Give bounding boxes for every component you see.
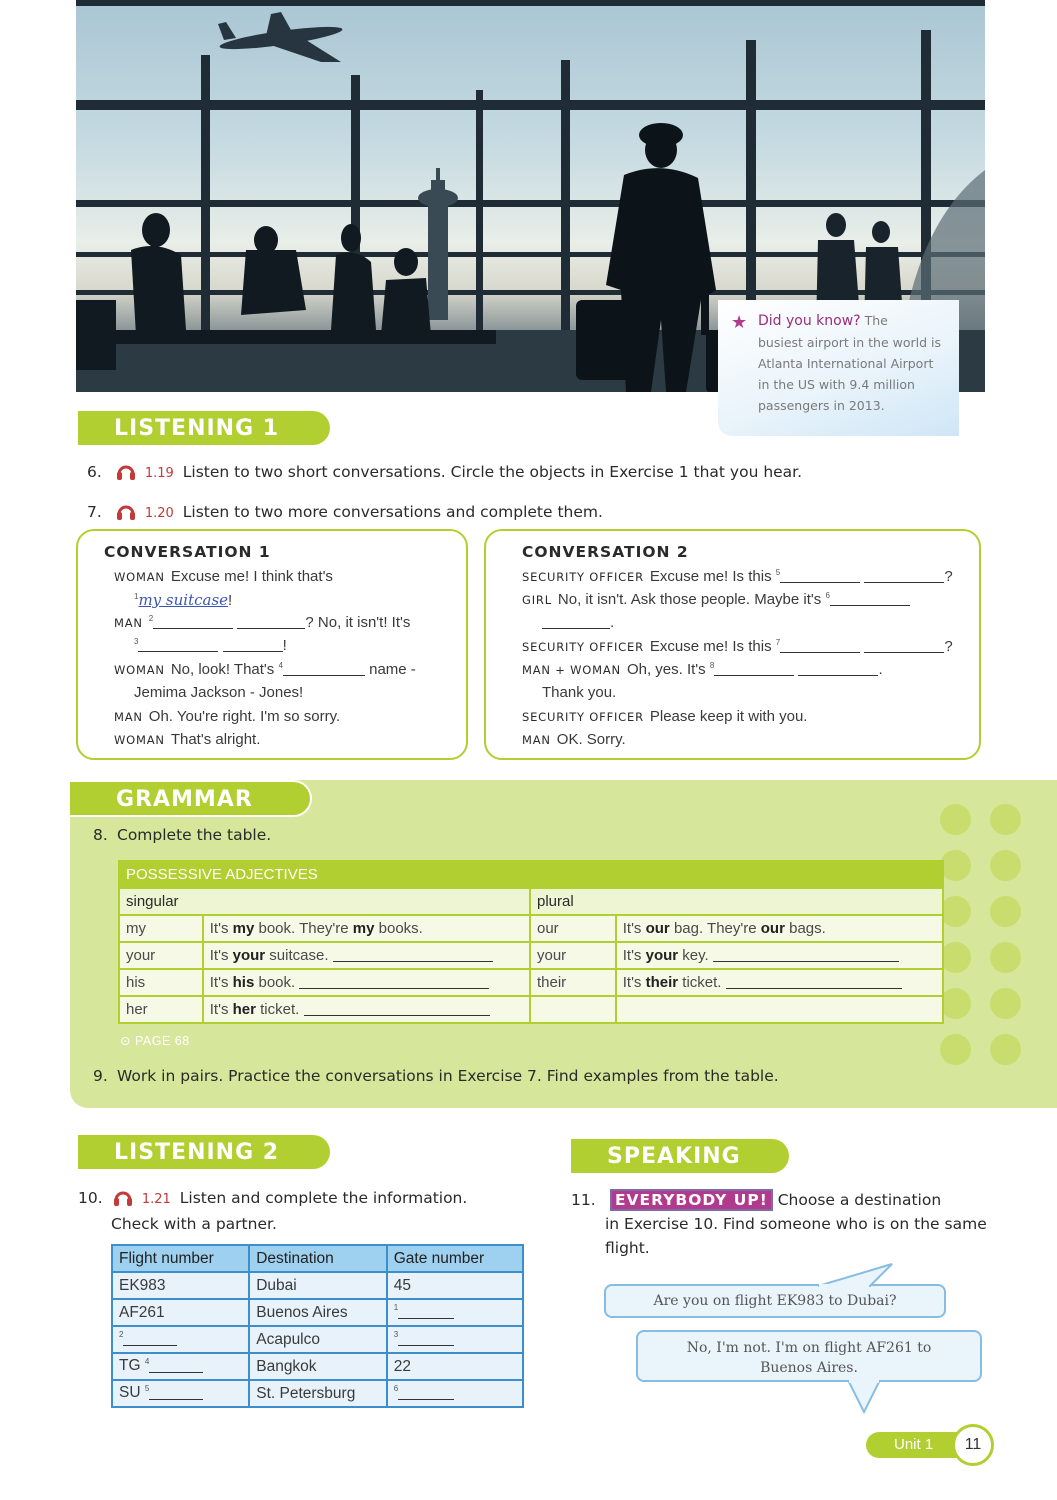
conversation-2-box bbox=[484, 529, 981, 760]
conv1-line-4: $^3$ ! bbox=[134, 637, 287, 654]
answer-blank[interactable] bbox=[830, 592, 910, 606]
answer-blank[interactable] bbox=[138, 638, 218, 652]
table-title: POSSESSIVE ADJECTIVES bbox=[119, 861, 943, 888]
conv1-line-3: MAN $^2$ ? No, it isn't! It's bbox=[114, 614, 411, 631]
conv1-line-5: WOMAN No, look! That's $^4$ name - bbox=[114, 661, 416, 678]
header-flight-number: Flight number bbox=[112, 1245, 249, 1272]
headphones-icon bbox=[113, 1188, 133, 1206]
headphones-icon bbox=[116, 462, 136, 480]
page-reference[interactable]: ⊙ PAGE 68 bbox=[120, 1034, 190, 1048]
header-gate-number: Gate number bbox=[387, 1245, 523, 1272]
table-row: TG $^4$ Bangkok 22 bbox=[112, 1353, 523, 1380]
answer-blank[interactable] bbox=[398, 1332, 454, 1346]
conv1-line-7: MAN Oh. You're right. I'm so sorry. bbox=[114, 708, 341, 725]
conv2-line-2: GIRL No, it isn't. Ask those people. Maybe it's $^6$ bbox=[522, 591, 910, 608]
circle-arrow-icon: ⊙ bbox=[120, 1034, 131, 1048]
answer-blank[interactable] bbox=[713, 948, 899, 962]
table-row: SU $^5$ St. Petersburg $^6$ bbox=[112, 1380, 523, 1407]
conversation-1-title: CONVERSATION 1 bbox=[104, 543, 271, 561]
speech-bubble-tail bbox=[818, 1262, 898, 1288]
grammar-banner: GRAMMAR bbox=[70, 780, 312, 817]
answer-blank[interactable] bbox=[304, 1002, 490, 1016]
exercise-7: 7. 1.20 Listen to two more conversations and complete them. bbox=[87, 503, 603, 521]
answer-blank[interactable] bbox=[223, 638, 283, 652]
answer-blank[interactable] bbox=[299, 975, 489, 989]
table-row: her It's her ticket. bbox=[119, 996, 943, 1023]
table-row: his It's his book. their It's their ticket. bbox=[119, 969, 943, 996]
conv2-line-4: SECURITY OFFICER Excuse me! Is this $^7$ ? bbox=[522, 638, 953, 655]
handwritten-answer: my suitcase bbox=[138, 591, 229, 609]
conv2-line-1: SECURITY OFFICER Excuse me! Is this $^5$ ? bbox=[522, 568, 953, 585]
conv2-line-5: MAN + WOMAN Oh, yes. It's $^8$ . bbox=[522, 661, 883, 678]
conversation-2-title: CONVERSATION 2 bbox=[522, 543, 689, 561]
answer-blank[interactable] bbox=[798, 662, 878, 676]
everybody-up-badge: EVERYBODY UP! bbox=[610, 1189, 773, 1211]
answer-blank[interactable] bbox=[283, 662, 365, 676]
speech-bubble-question: Are you on flight EK983 to Dubai? bbox=[604, 1284, 946, 1318]
answer-blank[interactable] bbox=[864, 569, 944, 583]
answer-blank[interactable] bbox=[333, 948, 493, 962]
speech-bubble-tail bbox=[846, 1380, 896, 1414]
header-destination: Destination bbox=[249, 1245, 386, 1272]
page-number: 11 bbox=[952, 1424, 994, 1466]
table-row: my It's my book. They're my books. our It's our bag. They're our bags. bbox=[119, 915, 943, 942]
speech-bubble-answer: No, I'm not. I'm on flight AF261 to Buenos Aires. bbox=[636, 1330, 982, 1382]
answer-blank[interactable] bbox=[726, 975, 902, 989]
conv1-line-8: WOMAN That's alright. bbox=[114, 731, 261, 748]
listening-1-banner: LISTENING 1 bbox=[78, 411, 330, 445]
conversation-1-box bbox=[76, 529, 468, 760]
did-you-know-line-4: passengers in 2013. bbox=[758, 398, 885, 413]
exercise-10: 10. 1.21 Listen and complete the information. Check with a partner. bbox=[78, 1189, 468, 1233]
did-you-know-box: ★ Did you know? The busiest airport in the world is Atlanta International Airport in the US with 9.4 million passengers in 2013. bbox=[718, 300, 959, 436]
answer-blank[interactable] bbox=[398, 1305, 454, 1319]
conv2-line-3: . bbox=[542, 614, 614, 631]
conv2-line-6: Thank you. bbox=[542, 684, 617, 701]
did-you-know-heading: Did you know? bbox=[758, 313, 861, 329]
exercise-8: 8. Complete the table. bbox=[93, 826, 272, 844]
answer-blank[interactable] bbox=[542, 615, 610, 629]
did-you-know-line-3: in the US with 9.4 million bbox=[758, 377, 915, 392]
headphones-icon bbox=[116, 502, 136, 520]
answer-blank[interactable] bbox=[149, 1386, 203, 1400]
answer-blank[interactable] bbox=[398, 1386, 454, 1400]
unit-label: Unit 1 bbox=[866, 1432, 966, 1458]
conv2-line-7: SECURITY OFFICER Please keep it with you. bbox=[522, 708, 808, 725]
speaking-banner: SPEAKING bbox=[571, 1139, 789, 1173]
exercise-6: 6. 1.19 Listen to two short conversations. Circle the objects in Exercise 1 that you hear. bbox=[87, 463, 803, 481]
answer-blank[interactable] bbox=[714, 662, 794, 676]
table-row: your It's your suitcase. your It's your key. bbox=[119, 942, 943, 969]
did-you-know-line-1: busiest airport in the world is bbox=[758, 335, 942, 350]
conv1-line-2: $^1$my suitcase! bbox=[134, 591, 233, 609]
table-row: $^2$ Acapulco $^3$ bbox=[112, 1326, 523, 1353]
answer-blank[interactable] bbox=[149, 1359, 203, 1373]
singular-header: singular bbox=[119, 888, 530, 915]
table-row: AF261 Buenos Aires $^1$ bbox=[112, 1299, 523, 1326]
plural-header: plural bbox=[530, 888, 943, 915]
answer-blank[interactable] bbox=[123, 1332, 177, 1346]
conv2-line-8: MAN OK. Sorry. bbox=[522, 731, 626, 748]
star-icon: ★ bbox=[731, 312, 748, 332]
answer-blank[interactable] bbox=[237, 615, 305, 629]
listening-2-banner: LISTENING 2 bbox=[78, 1135, 330, 1169]
conv1-line-6: Jemima Jackson - Jones! bbox=[134, 684, 304, 701]
table-row: EK983 Dubai 45 bbox=[112, 1272, 523, 1299]
answer-blank[interactable] bbox=[780, 639, 860, 653]
answer-blank[interactable] bbox=[153, 615, 233, 629]
exercise-11: 11. EVERYBODY UP! Choose a destination in Exercise 10. Find someone who is on the same flight. bbox=[571, 1191, 987, 1257]
conv1-line-1: WOMAN Excuse me! I think that's bbox=[114, 568, 333, 585]
possessive-adjectives-table bbox=[118, 860, 944, 1024]
did-you-know-line-2: Atlanta International Airport bbox=[758, 356, 934, 371]
answer-blank[interactable] bbox=[780, 569, 860, 583]
flight-info-table bbox=[111, 1244, 524, 1408]
airplane-icon bbox=[218, 12, 343, 62]
answer-blank[interactable] bbox=[864, 639, 944, 653]
exercise-9: 9. Work in pairs. Practice the conversations in Exercise 7. Find examples from the table. bbox=[93, 1067, 779, 1085]
